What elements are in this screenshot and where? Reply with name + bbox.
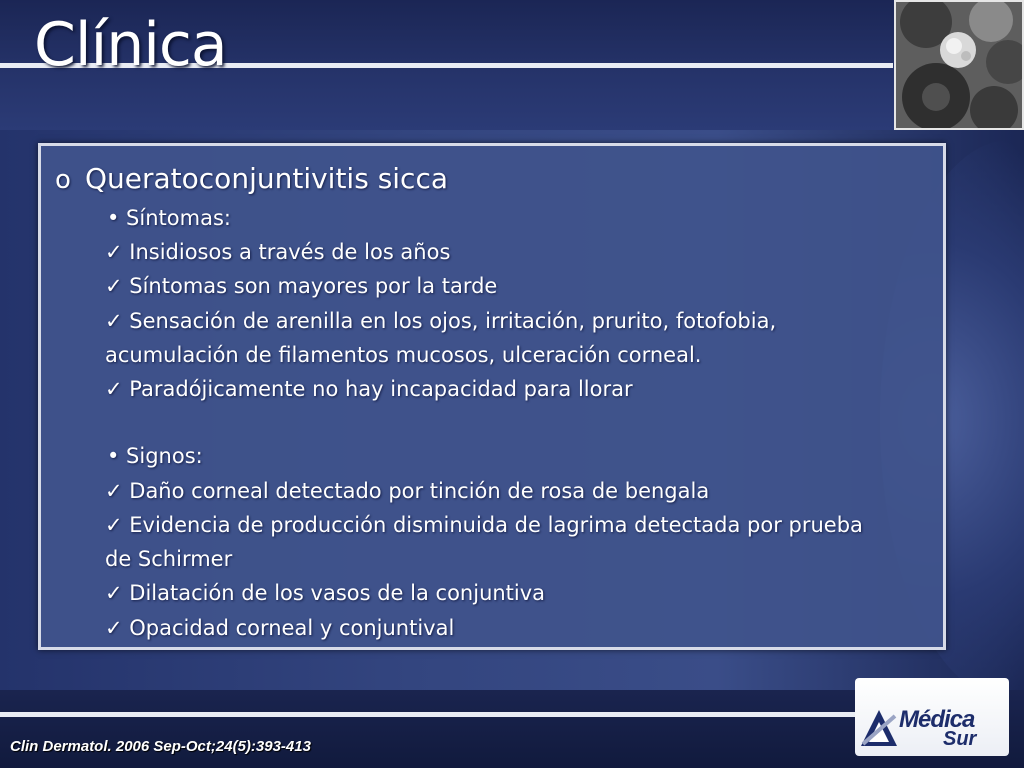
logo-text-sur: Sur (943, 728, 977, 750)
symptom-item: ✓ Sensación de arenilla en los ojos, irritación, prurito, fotofobia, (105, 309, 777, 333)
slide-title: Clínica (34, 10, 227, 80)
sign-item-continued: de Schirmer (105, 547, 233, 571)
section-heading (55, 162, 448, 195)
heading-bullet: o (55, 165, 71, 195)
heading-text: Queratoconjuntivitis sicca (85, 162, 449, 195)
signs-label: • Signos: (107, 444, 203, 468)
sign-item: ✓ Opacidad corneal y conjuntival (105, 616, 455, 640)
blood-cells-image (894, 0, 1024, 130)
footer-rule (0, 712, 858, 717)
medica-sur-logo-icon (859, 708, 899, 748)
logo-text-medica: Médica (899, 706, 975, 733)
symptom-item-continued: acumulación de filamentos mucosos, ulceración corneal. (105, 343, 702, 367)
sign-item: ✓ Dilatación de los vasos de la conjuntiva (105, 581, 546, 605)
sign-item: ✓ Daño corneal detectado por tinción de rosa de bengala (105, 479, 710, 503)
symptoms-label: • Síntomas: (107, 206, 231, 230)
sign-item: ✓ Evidencia de producción disminuida de lagrima detectada por prueba (105, 513, 863, 537)
blood-cells-illustration (896, 2, 1024, 130)
symptom-item: ✓ Insidiosos a través de los años (105, 240, 451, 264)
content-panel (38, 143, 946, 650)
symptom-item: ✓ Síntomas son mayores por la tarde (105, 274, 498, 298)
symptom-item: ✓ Paradójicamente no hay incapacidad para llorar (105, 377, 633, 401)
medica-sur-logo (855, 678, 1009, 756)
citation: Clin Dermatol. 2006 Sep-Oct;24(5):393-413 (10, 738, 311, 755)
